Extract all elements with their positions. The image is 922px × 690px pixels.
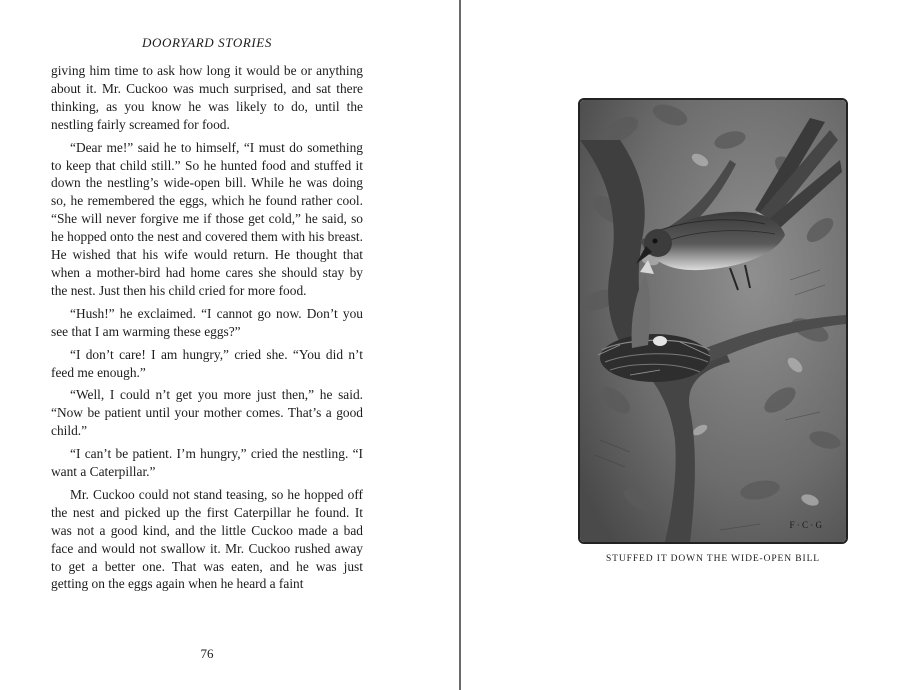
paragraph: Mr. Cuckoo could not stand teasing, so he hopped off the nest and picked up the first Caterpillar he found. It was not a good kind, and the little Cuckoo made a bad face and would not swallow it. Mr. Cuckoo rushed away to get a better one. That was eaten, and he was just getting on the eggs again when he heard a faint <box>51 486 363 592</box>
paragraph: “I don’t care! I am hungry,” cried she. “You did n’t feed me enough.” <box>51 346 363 380</box>
egg <box>653 336 667 346</box>
paragraph: “Dear me!” said he to himself, “I must do something to keep that child still.” So he hunted food and stuffed it down the nestling’s wide-open bill. While he was doing so, he remembered the eggs, which he found rather cool. “She will never forgive me if those get cold,” he said, so he hopped onto the nest and covered them with his breast. He wished that his wife would return. He thought that when a mother-bird had home cares she should stay by the nest. Just then his child cried for more food. <box>51 139 363 298</box>
page-number: 76 <box>200 646 214 661</box>
paragraph: “Hush!” he exclaimed. “I cannot go now. Don’t you see that I am warming these eggs?” <box>51 305 363 339</box>
paragraph: giving him time to ask how long it would be or anything about it. Mr. Cuckoo was much surprised, and sat there thinking, as you know he was likely to do, until the nestling fairly screamed for food. <box>51 63 363 132</box>
paragraph: “I can’t be patient. I’m hungry,” cried the nestling. “I want a Caterpillar.” <box>51 446 363 480</box>
left-page <box>0 0 459 690</box>
body-text <box>51 62 363 598</box>
running-head: DOORYARD STORIES <box>142 35 272 50</box>
cuckoo-illustration <box>580 100 846 542</box>
illustration-plate <box>578 98 848 544</box>
right-page <box>461 0 922 690</box>
artist-signature: F · C · G <box>789 520 822 530</box>
plate-caption: STUFFED IT DOWN THE WIDE-OPEN BILL <box>606 554 820 564</box>
paragraph: “Well, I could n’t get you more just then,” he said. “Now be patient until your mother comes. That’s a good child.” <box>51 387 363 439</box>
